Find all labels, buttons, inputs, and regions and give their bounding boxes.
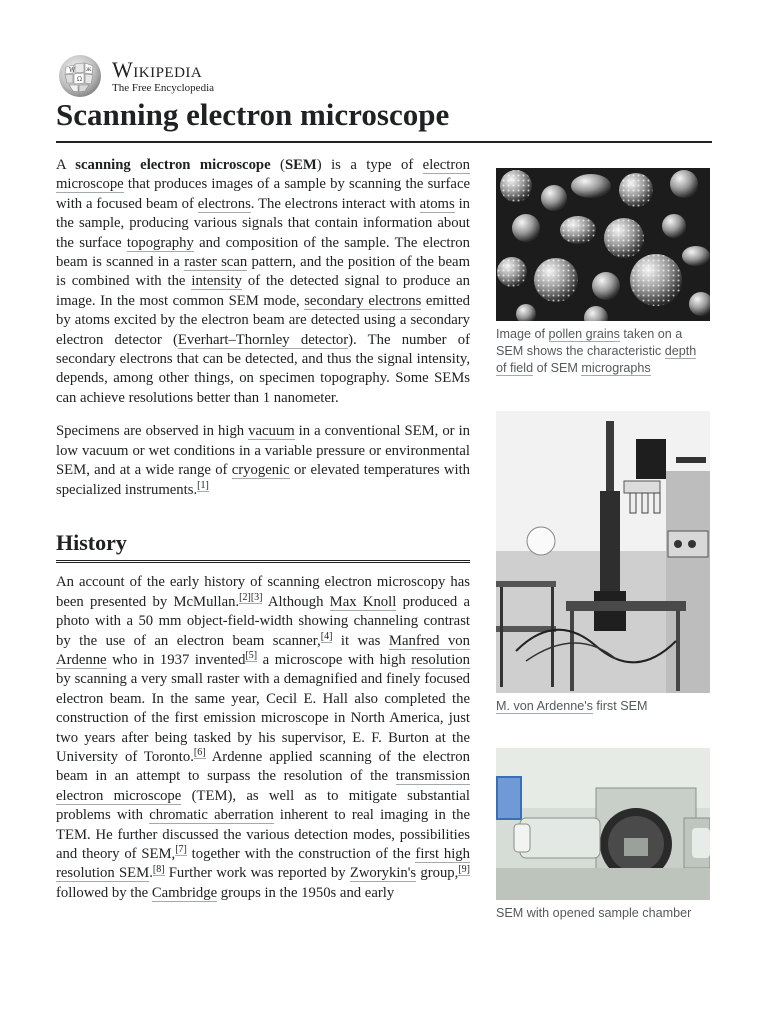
text: who in 1937 invented — [106, 651, 246, 668]
page-title: Scanning electron microscope — [56, 96, 712, 143]
link-intensity[interactable]: intensity — [191, 273, 242, 290]
text: of SEM — [533, 361, 582, 375]
reference-link[interactable]: [9] — [458, 863, 470, 875]
text: Specimens are observed in high — [56, 423, 249, 440]
figure-ardenne-sem — [496, 411, 710, 715]
text: ) is a type of — [316, 157, 423, 173]
link-zworykin[interactable]: Zworykin's — [349, 865, 417, 882]
link-topography[interactable]: topography — [126, 234, 194, 251]
link-transmission-electron-microscope[interactable]: transmission electron microscope — [56, 768, 470, 804]
svg-text:Ω: Ω — [77, 76, 82, 83]
article-content — [56, 156, 470, 917]
reference-link[interactable]: [3] — [250, 591, 263, 603]
link-secondary-electrons[interactable]: secondary electrons — [304, 292, 422, 309]
wordmark-title: Wikipedia — [112, 56, 203, 82]
link-manfred-von-ardenne[interactable]: Manfred von Ardenne — [56, 632, 470, 668]
text: Ardenne applied scanning of the electron beam in an attempt to surpass the resolution of the — [56, 748, 470, 785]
figure-caption — [496, 698, 710, 715]
text: A — [56, 157, 76, 173]
history-paragraph-1 — [56, 573, 470, 903]
link-max-knoll[interactable]: Max Knoll — [329, 593, 397, 610]
link-m-von-ardenne[interactable]: M. von Ardenne's — [496, 699, 593, 713]
svg-text:W: W — [69, 67, 76, 74]
link-resolution[interactable]: resolution — [411, 651, 470, 668]
text: it was — [332, 632, 389, 649]
text: ). The number of secondary electrons that can be detected, and thus the signal intensity, depends, among other things, on specimen topography. Some SEMs can achieve resolutions better than 1 nanometer. — [56, 331, 470, 406]
ardenne-first-sem-image[interactable] — [496, 411, 710, 693]
intro-paragraph-1 — [56, 156, 470, 408]
text: followed by the — [56, 884, 152, 901]
text: Although — [262, 593, 330, 610]
text: a microscope with high — [257, 651, 412, 668]
link-micrographs[interactable]: micrographs — [581, 361, 651, 375]
svg-text:Ж: Ж — [86, 67, 92, 73]
reference-link[interactable]: [4] — [320, 630, 333, 642]
reference-link[interactable]: [7] — [175, 844, 187, 856]
text: or elevated temperatures with specialized instruments. — [56, 462, 470, 498]
link-first-high-resolution-sem[interactable]: first high resolution SEM — [56, 845, 470, 882]
wikipedia-globe-icon — [56, 53, 104, 99]
text: together with the construction of the — [186, 845, 416, 862]
wordmark-tagline: The Free Encyclopedia — [112, 81, 215, 94]
wikipedia-wordmark — [112, 56, 215, 94]
figure-pollen — [496, 168, 710, 377]
bold-term: scanning electron microscope — [75, 157, 271, 173]
reference-link[interactable]: [1] — [197, 479, 209, 491]
link-raster-scan[interactable]: raster scan — [184, 254, 248, 271]
link-cryogenic[interactable]: cryogenic — [231, 462, 290, 479]
text: of the detected signal to produce an image. In the most common SEM mode, — [56, 273, 470, 309]
link-atoms[interactable]: atoms — [419, 195, 455, 212]
link-electron-microscope[interactable]: electron microscope — [56, 157, 470, 193]
text: (TEM), as well as to mitigate substantial problems with — [56, 787, 471, 824]
text: by scanning a very small raster with a demagnified and finely focused electron beam. In the same year, Cecil E. Hall also completed the construction of the first emission microscope in North America, just two years after being tasked by his supervisor, E. F. Burton at the University of Toronto. — [56, 671, 470, 765]
text: in the sample, producing various signals that contain information about the surface — [56, 195, 470, 251]
reference-link[interactable]: [5] — [245, 650, 258, 662]
bold-term: SEM — [284, 157, 317, 173]
text: produced a photo with a 50 mm object-field-width showing channeling contrast by the use of an electron beam scanner, — [56, 593, 470, 649]
text: emitted by atoms excited by the electron beam are detected using a secondary electron detector ( — [56, 292, 470, 348]
reference-link[interactable]: [2] — [239, 591, 251, 603]
link-depth-of-field[interactable]: depth of field — [496, 344, 697, 375]
link-everhart-thornley-detector[interactable]: Everhart–Thornley detector — [177, 331, 349, 348]
section-heading-history: History — [56, 530, 470, 563]
text: groups in the 1950s and early — [217, 884, 395, 901]
link-pollen-grains[interactable]: pollen grains — [548, 327, 620, 341]
text: in a conventional SEM, or in low vacuum or wet conditions in a variable pressure or environmental SEM, and at a wide range of — [56, 423, 470, 479]
reference-link[interactable]: [6] — [193, 747, 206, 759]
link-cambridge[interactable]: Cambridge — [151, 884, 218, 901]
wikipedia-logo[interactable] — [56, 53, 214, 99]
link-electrons[interactable]: electrons — [197, 195, 251, 212]
text: . The electrons interact with — [250, 195, 420, 212]
link-vacuum[interactable]: vacuum — [248, 423, 295, 440]
text: taken on a SEM shows the characteristic — [496, 327, 683, 358]
text: An account of the early history of scanning electron microscopy has been presented by McMullan. — [56, 574, 470, 610]
text: first SEM — [592, 699, 648, 713]
text: group, — [416, 865, 459, 882]
figure-sem-open-chamber — [496, 748, 710, 922]
reference-link[interactable]: [8] — [152, 863, 165, 875]
text: . — [149, 865, 153, 882]
text: inherent to real imaging in the TEM. He further discussed the various detection modes, possibilities and theory of SEM, — [56, 807, 470, 862]
figure-caption: SEM with opened sample chamber — [496, 906, 692, 920]
intro-paragraph-2 — [56, 422, 470, 500]
sem-open-chamber-image[interactable] — [496, 748, 710, 900]
text: and composition of the sample. The electron beam is scanned in a — [56, 234, 470, 271]
text: pattern, and the position of the beam is combined with the — [56, 254, 470, 290]
text: that produces images of a sample by scanning the surface with a focused beam of — [56, 176, 470, 212]
text: ( — [270, 157, 285, 173]
text: Image of — [496, 327, 549, 341]
figure-caption — [496, 326, 710, 377]
text: Further work was reported by — [164, 865, 350, 882]
pollen-grains-image[interactable] — [496, 168, 710, 321]
link-chromatic-aberration[interactable]: chromatic aberration — [149, 807, 274, 824]
